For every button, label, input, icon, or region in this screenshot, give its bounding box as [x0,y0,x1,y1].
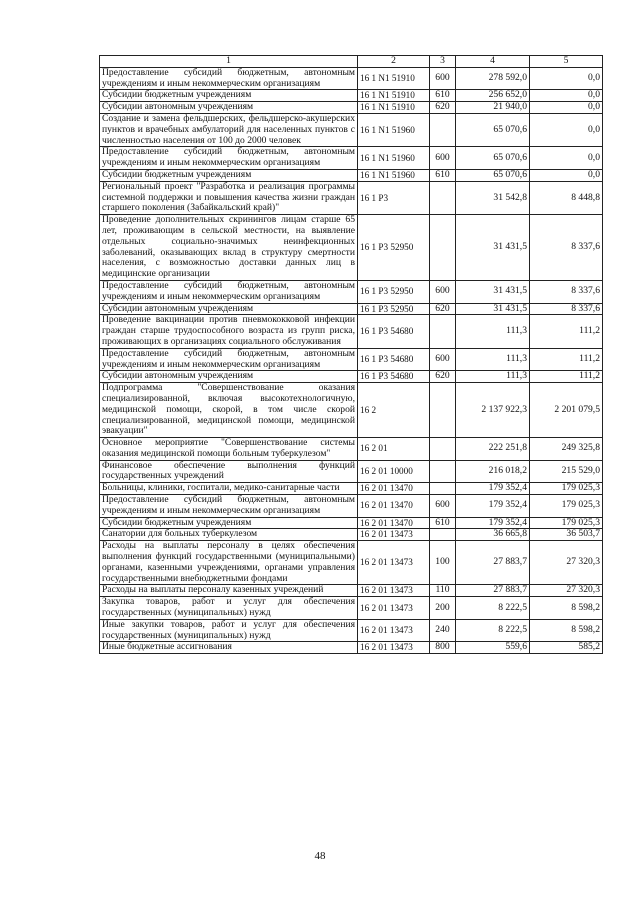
cell-amount-year-1: 179 352,4 [456,495,530,518]
cell-expense-type: 600 [430,67,456,90]
table-row [100,147,603,170]
table-row [100,181,603,214]
table-row [100,483,603,495]
cell-code: 16 1 N1 51910 [358,90,430,102]
cell-expense-type [430,529,456,541]
cell-code: 16 1 N1 51960 [358,113,430,146]
cell-code: 16 2 01 13473 [358,597,430,620]
cell-expense-type [430,113,456,146]
cell-name: Предоставление субсидий бюджетным, автономным учреждениям и иным некоммерческим организациям [100,280,358,303]
cell-expense-type: 600 [430,495,456,518]
cell-name: Субсидии бюджетным учреждениям [100,517,358,529]
cell-code: 16 2 01 [358,438,430,461]
cell-amount-year-2: 36 503,7 [530,529,603,541]
cell-expense-type: 610 [430,169,456,181]
cell-expense-type: 800 [430,642,456,654]
cell-expense-type [430,438,456,461]
cell-amount-year-2: 0,0 [530,67,603,90]
cell-name: Субсидии автономным учреждениям [100,102,358,114]
cell-amount-year-1: 222 251,8 [456,438,530,461]
cell-amount-year-2: 8 448,8 [530,181,603,214]
cell-amount-year-1: 179 352,4 [456,483,530,495]
cell-name: Основное мероприятие "Совершенствование системы оказания медицинской помощи больным туберкулезом" [100,438,358,461]
cell-amount-year-1: 8 222,5 [456,597,530,620]
cell-expense-type: 600 [430,280,456,303]
cell-code: 16 2 01 13470 [358,495,430,518]
cell-name: Предоставление субсидий бюджетным, автономным учреждениям и иным некоммерческим организациям [100,495,358,518]
cell-code: 16 2 01 13473 [358,642,430,654]
table-row [100,348,603,371]
cell-amount-year-2: 0,0 [530,113,603,146]
cell-amount-year-2: 215 529,0 [530,460,603,483]
cell-amount-year-2: 0,0 [530,147,603,170]
cell-amount-year-2: 27 320,3 [530,541,603,585]
cell-amount-year-1: 31 431,5 [456,215,530,281]
cell-name: Закупка товаров, работ и услуг для обеспечения государственных (муниципальных) нужд [100,597,358,620]
cell-code: 16 1 P3 52950 [358,215,430,281]
column-header-year-1: 4 [456,56,530,68]
table-row [100,169,603,181]
cell-amount-year-2: 179 025,3 [530,483,603,495]
budget-table-container [99,55,602,654]
cell-code: 16 2 01 13470 [358,483,430,495]
column-header-type: 3 [430,56,456,68]
cell-amount-year-1: 31 542,8 [456,181,530,214]
cell-name: Проведение дополнительных скринингов лицам старше 65 лет, проживающим в сельской местности, на выявление отдельных социально-значимых неинфекционных заболеваний, оказывающих вклад в структуру смертности населения, с возможностью доставки данных лиц в медицинские организации [100,215,358,281]
cell-amount-year-1: 36 665,8 [456,529,530,541]
cell-name: Больницы, клиники, госпитали, медико-санитарные части [100,483,358,495]
table-row [100,495,603,518]
table-row [100,529,603,541]
cell-code: 16 2 01 13473 [358,541,430,585]
cell-name: Предоставление субсидий бюджетным, автономным учреждениям и иным некоммерческим организациям [100,147,358,170]
cell-amount-year-2: 8 337,6 [530,215,603,281]
cell-amount-year-2: 249 325,8 [530,438,603,461]
cell-name: Расходы на выплаты персоналу в целях обеспечения выполнения функций государственными (муниципальными) органами, казенными учреждениями, органами управления государственными внебюджетными фондами [100,541,358,585]
cell-amount-year-2: 111,2 [530,371,603,383]
table-row [100,315,603,348]
cell-amount-year-2: 8 337,6 [530,303,603,315]
cell-expense-type: 620 [430,102,456,114]
cell-name: Предоставление субсидий бюджетным, автономным учреждениям и иным некоммерческим организациям [100,67,358,90]
table-row [100,642,603,654]
cell-name: Предоставление субсидий бюджетным, автономным учреждениям и иным некоммерческим организациям [100,348,358,371]
cell-name: Иные закупки товаров, работ и услуг для обеспечения государственных (муниципальных) нужд [100,619,358,642]
cell-amount-year-2: 8 337,6 [530,280,603,303]
cell-name: Субсидии автономным учреждениям [100,371,358,383]
cell-amount-year-1: 65 070,6 [456,147,530,170]
table-row [100,67,603,90]
table-row [100,517,603,529]
table-row [100,280,603,303]
cell-name: Субсидии бюджетным учреждениям [100,90,358,102]
cell-code: 16 2 [358,383,430,438]
cell-name: Подпрограмма "Совершенствование оказания специализированной, включая высокотехнологичную, медицинской помощи, скорой, в том числе скорой специализированной, медицинской помощи, медицинской эвакуации" [100,383,358,438]
cell-name: Создание и замена фельдшерских, фельдшерско-акушерских пунктов и врачебных амбулаторий для населенных пунктов с численностью населения от 100 до 2000 человек [100,113,358,146]
cell-amount-year-1: 27 883,7 [456,585,530,597]
table-row [100,383,603,438]
column-header-name: 1 [100,56,358,68]
cell-amount-year-2: 2 201 079,5 [530,383,603,438]
cell-name: Проведение вакцинации против пневмококковой инфекции граждан старше трудоспособного возраста из групп риска, проживающих в организациях социального обслуживания [100,315,358,348]
column-header-code: 2 [358,56,430,68]
cell-amount-year-2: 27 320,3 [530,585,603,597]
cell-amount-year-2: 111,2 [530,348,603,371]
table-row [100,585,603,597]
cell-expense-type: 610 [430,517,456,529]
cell-code: 16 1 P3 54680 [358,371,430,383]
cell-amount-year-2: 8 598,2 [530,597,603,620]
cell-amount-year-1: 256 652,0 [456,90,530,102]
cell-expense-type: 600 [430,147,456,170]
cell-expense-type: 610 [430,90,456,102]
table-row [100,371,603,383]
cell-expense-type: 620 [430,303,456,315]
cell-code: 16 1 P3 [358,181,430,214]
cell-expense-type: 240 [430,619,456,642]
cell-name: Расходы на выплаты персоналу казенных учреждений [100,585,358,597]
cell-amount-year-1: 31 431,5 [456,280,530,303]
cell-amount-year-1: 278 592,0 [456,67,530,90]
table-body [100,67,603,653]
cell-expense-type [430,460,456,483]
cell-amount-year-1: 179 352,4 [456,517,530,529]
cell-code: 16 1 N1 51960 [358,147,430,170]
cell-name: Региональный проект "Разработка и реализация программы системной поддержки и повышения качества жизни граждан старшего поколения (Забайкальский край)" [100,181,358,214]
cell-expense-type: 200 [430,597,456,620]
cell-amount-year-1: 2 137 922,3 [456,383,530,438]
cell-amount-year-1: 216 018,2 [456,460,530,483]
column-header-year-2: 5 [530,56,603,68]
table-row [100,113,603,146]
cell-amount-year-1: 111,3 [456,371,530,383]
cell-amount-year-1: 111,3 [456,315,530,348]
cell-code: 16 1 P3 52950 [358,303,430,315]
budget-table [99,55,603,654]
cell-amount-year-2: 585,2 [530,642,603,654]
cell-name: Субсидии автономным учреждениям [100,303,358,315]
cell-amount-year-1: 65 070,6 [456,169,530,181]
cell-code: 16 1 N1 51910 [358,102,430,114]
cell-code: 16 2 01 13470 [358,517,430,529]
cell-amount-year-1: 27 883,7 [456,541,530,585]
cell-amount-year-1: 21 940,0 [456,102,530,114]
cell-expense-type [430,483,456,495]
cell-code: 16 1 N1 51910 [358,67,430,90]
cell-expense-type [430,383,456,438]
cell-code: 16 1 P3 54680 [358,315,430,348]
cell-name: Санатории для больных туберкулезом [100,529,358,541]
cell-name: Иные бюджетные ассигнования [100,642,358,654]
cell-amount-year-2: 0,0 [530,90,603,102]
cell-amount-year-2: 0,0 [530,102,603,114]
table-row [100,619,603,642]
cell-amount-year-2: 179 025,3 [530,495,603,518]
cell-code: 16 2 01 13473 [358,529,430,541]
cell-code: 16 2 01 10000 [358,460,430,483]
cell-amount-year-2: 8 598,2 [530,619,603,642]
cell-amount-year-1: 111,3 [456,348,530,371]
table-row [100,102,603,114]
cell-code: 16 1 N1 51960 [358,169,430,181]
cell-amount-year-1: 31 431,5 [456,303,530,315]
cell-expense-type [430,315,456,348]
cell-amount-year-2: 111,2 [530,315,603,348]
cell-amount-year-1: 8 222,5 [456,619,530,642]
table-row [100,438,603,461]
cell-code: 16 2 01 13473 [358,585,430,597]
cell-name: Финансовое обеспечение выполнения функций государственных учреждений [100,460,358,483]
cell-name: Субсидии бюджетным учреждениям [100,169,358,181]
table-header-row [100,56,603,68]
cell-amount-year-1: 559,6 [456,642,530,654]
cell-amount-year-2: 0,0 [530,169,603,181]
cell-code: 16 2 01 13473 [358,619,430,642]
cell-code: 16 1 P3 52950 [358,280,430,303]
cell-amount-year-2: 179 025,3 [530,517,603,529]
cell-amount-year-1: 65 070,6 [456,113,530,146]
cell-expense-type [430,181,456,214]
cell-expense-type: 100 [430,541,456,585]
page-number: 48 [314,850,326,862]
cell-expense-type: 110 [430,585,456,597]
table-row [100,541,603,585]
table-row [100,90,603,102]
cell-expense-type: 600 [430,348,456,371]
table-row [100,460,603,483]
cell-expense-type: 620 [430,371,456,383]
table-row [100,215,603,281]
table-row [100,303,603,315]
table-row [100,597,603,620]
cell-expense-type [430,215,456,281]
cell-code: 16 1 P3 54680 [358,348,430,371]
